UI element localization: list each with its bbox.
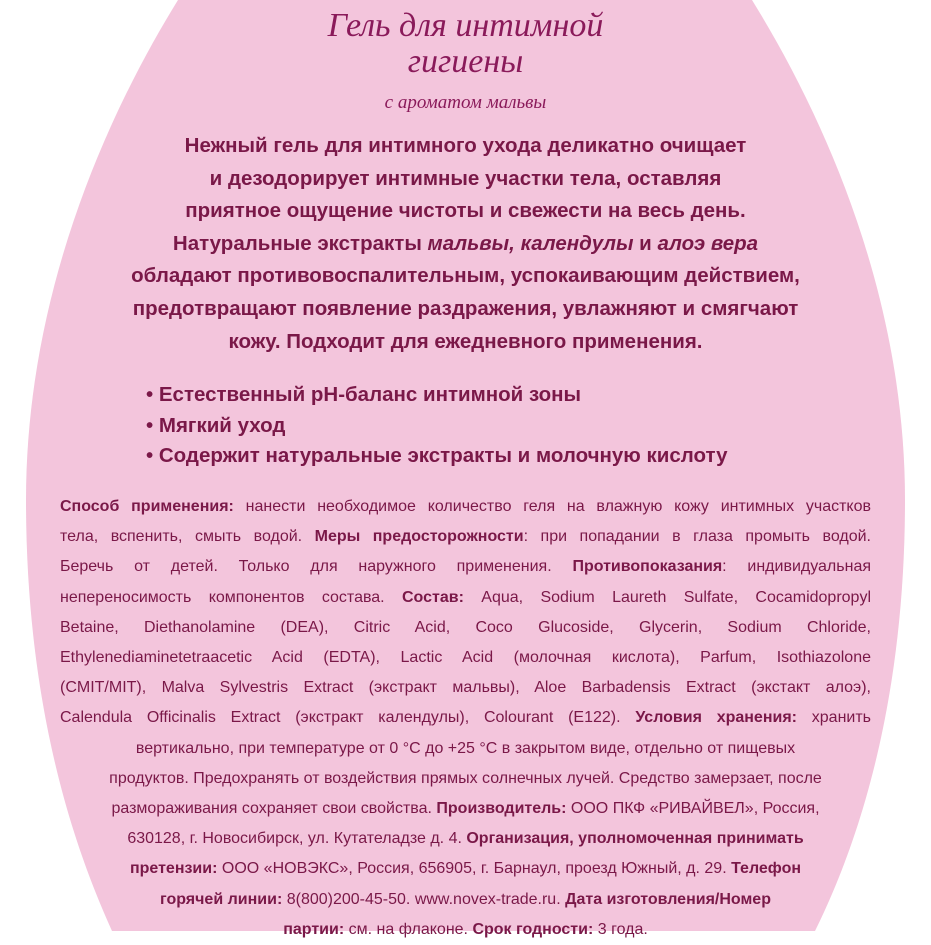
usage-line: вертикально, при температуре от 0 °С до +25 °С в закрытом виде, отдельно от пищевых — [135, 739, 796, 757]
usage-line: непереносимость компонентов состава. Состав: Aqua, Sodium Laureth Sulfate, Cocamidopropyl — [60, 588, 871, 606]
usage-line: Betaine, Diethanolamine (DEA), Citric Acid, Coco Glucoside, Glycerin, Sodium Chloride, — [60, 618, 871, 636]
usage-line: продуктов. Предохранять от воздействия прямых солнечных лучей. Средство замерзает, после — [109, 769, 822, 787]
usage-line: размораживания сохраняет свои свойства. Производитель: ООО ПКФ «РИВАЙВЕЛ», Россия, — [111, 800, 820, 818]
usage-line: горячей линии: 8(800)200-45-50. www.novex-trade.ru. Дата изготовления/Номер — [160, 890, 771, 908]
description-line: приятное ощущение чистоты и свежести на весь день. — [185, 199, 746, 223]
product-subtitle: с ароматом мальвы — [384, 92, 547, 113]
benefit-list — [146, 380, 846, 472]
description-line: обладают противовоспалительным, успокаивающим действием, — [131, 264, 800, 288]
benefit-item: • Естественный pH-баланс интимной зоны — [146, 383, 582, 406]
description-line: и дезодорирует интимные участки тела, оставляя — [209, 166, 722, 190]
product-title-line2: гигиены — [407, 43, 524, 80]
usage-line: Беречь от детей. Только для наружного применения. Противопоказания: индивидуальная — [60, 558, 872, 576]
description-line: Нежный гель для интимного ухода деликатно очищает — [184, 134, 747, 157]
benefit-item: • Мягкий уход — [146, 413, 286, 437]
description-line: Натуральные экстракты мальвы, календулы и алоэ вера — [172, 231, 759, 255]
usage-line: Способ применения: нанести необходимое количество геля на влажную кожу интимных участков — [60, 498, 872, 515]
description-line: кожу. Подходит для ежедневного применения. — [228, 329, 703, 353]
usage-line: партии: см. на флаконе. Срок годности: 3 года. — [283, 920, 648, 938]
usage-line: претензии: ООО «НОВЭКС», Россия, 656905, г. Барнаул, проезд Южный, д. 29. Телефон — [129, 860, 802, 878]
product-title-line1: Гель для интимной — [327, 7, 604, 44]
product-description — [70, 130, 861, 358]
usage-instructions — [60, 492, 871, 945]
usage-line: тела, вспенить, смыть водой. Меры предосторожности: при попадании в глаза промыть водой. — [60, 528, 872, 546]
benefit-item: • Содержит натуральные экстракты и молочную кислоту — [146, 444, 728, 467]
usage-line: Ethylenediaminetetraacetic Acid (EDTA), Lactic Acid (молочная кислота), Parfum, Isothiazolone — [60, 649, 871, 667]
usage-line: (CMIT/MIT), Malva Sylvestris Extract (экстракт мальвы), Aloe Barbadensis Extract (экстакт алоэ), — [60, 679, 871, 697]
usage-line: Calendula Officinalis Extract (экстракт календулы), Colourant (E122). Условия хранения: хранить — [60, 709, 872, 727]
usage-line: 630128, г. Новосибирск, ул. Кутателадзе д. 4. Организация, уполномоченная принимать — [127, 830, 804, 848]
description-line: предотвращают появление раздражения, увлажняют и смягчают — [132, 296, 799, 320]
